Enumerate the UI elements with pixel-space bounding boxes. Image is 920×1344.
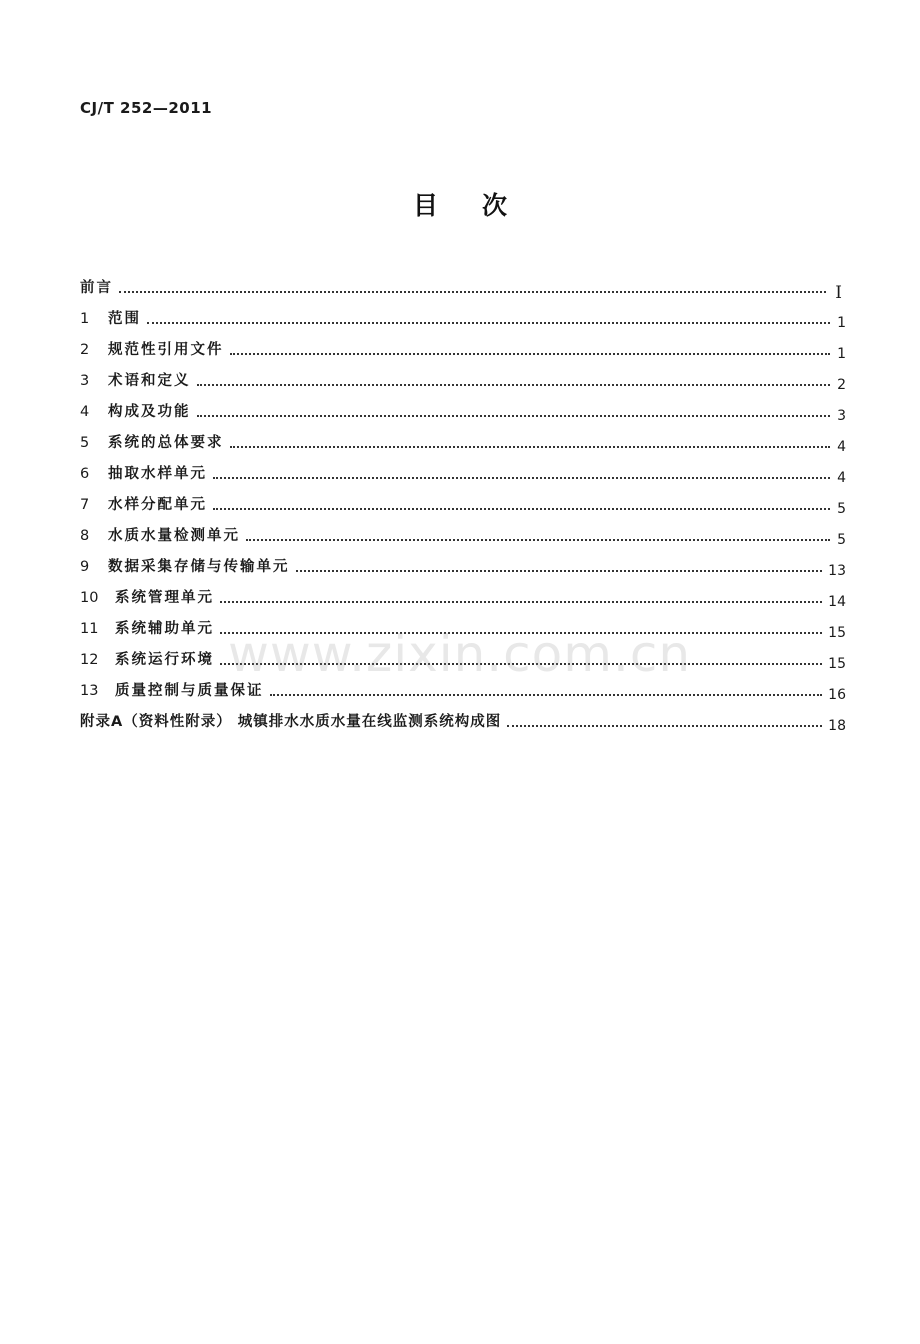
toc-leader-dots xyxy=(213,477,830,479)
toc-entry-page: 5 xyxy=(837,501,846,517)
toc-entry-7[interactable] xyxy=(80,485,846,516)
toc-entry-page: 4 xyxy=(837,470,846,486)
toc-entry-number: 4 xyxy=(80,404,90,420)
toc-entry-1[interactable] xyxy=(80,299,846,330)
toc-title: 目次 xyxy=(412,191,551,220)
toc-entry-label: 水质水量检测单元 xyxy=(108,528,240,544)
toc-entry-10[interactable] xyxy=(80,578,846,609)
toc-leader-dots xyxy=(230,446,831,448)
toc-leader-dots xyxy=(147,322,830,324)
toc-entry-page: 18 xyxy=(828,718,846,734)
toc-entry-number: 2 xyxy=(80,342,90,358)
toc-entry-label: 系统管理单元 xyxy=(115,590,214,606)
toc-leader-dots xyxy=(270,694,823,696)
toc-entry-number: 13 xyxy=(80,683,99,699)
toc-entry-page: 15 xyxy=(828,656,846,672)
toc-leader-dots xyxy=(296,570,823,572)
toc-entry-label: 术语和定义 xyxy=(108,373,191,389)
toc-leader-dots xyxy=(230,353,831,355)
toc-leader-dots xyxy=(220,663,822,665)
toc-leader-dots xyxy=(197,415,831,417)
toc-entry-label: 抽取水样单元 xyxy=(108,466,207,482)
toc-entry-page: 3 xyxy=(837,408,846,424)
toc-entry-page: 5 xyxy=(837,532,846,548)
toc-entry-label: 系统运行环境 xyxy=(115,652,214,668)
toc-list xyxy=(80,268,846,733)
toc-entry-8[interactable] xyxy=(80,516,846,547)
toc-entry-page: 1 xyxy=(837,315,846,331)
toc-entry-5[interactable] xyxy=(80,423,846,454)
toc-entry-number: 12 xyxy=(80,652,99,668)
toc-entry-6[interactable] xyxy=(80,454,846,485)
toc-entry-foreword[interactable] xyxy=(80,268,846,303)
toc-leader-dots xyxy=(197,384,831,386)
toc-entry-page: 2 xyxy=(837,377,846,393)
toc-entry-number: 10 xyxy=(80,590,99,606)
toc-entry-number: 7 xyxy=(80,497,90,513)
toc-entry-page: 14 xyxy=(828,594,846,610)
document-code: CJ/T 252—2011 xyxy=(80,99,213,117)
toc-entry-number: 5 xyxy=(80,435,90,451)
toc-leader-dots xyxy=(220,632,822,634)
toc-leader-dots xyxy=(246,539,830,541)
toc-entry-page: 16 xyxy=(828,687,846,703)
toc-entry-label: 系统的总体要求 xyxy=(108,435,224,451)
toc-entry-11[interactable] xyxy=(80,609,846,640)
toc-entry-2[interactable] xyxy=(80,330,846,361)
toc-entry-number: 8 xyxy=(80,528,90,544)
toc-entry-number: 3 xyxy=(80,373,90,389)
toc-entry-label: 构成及功能 xyxy=(108,404,191,420)
toc-entry-page: 13 xyxy=(828,563,846,579)
toc-entry-label: 数据采集存储与传输单元 xyxy=(108,559,290,575)
toc-entry-page: I xyxy=(835,283,842,303)
toc-entry-number: 6 xyxy=(80,466,90,482)
toc-entry-number: 11 xyxy=(80,621,99,637)
toc-leader-dots xyxy=(220,601,822,603)
toc-entry-label: 规范性引用文件 xyxy=(108,342,224,358)
toc-entry-label: 前言 xyxy=(80,280,113,296)
toc-entry-page: 1 xyxy=(837,346,846,362)
site-watermark: www.zixin.com.cn xyxy=(228,625,692,683)
toc-entry-appendix-a[interactable] xyxy=(80,702,846,733)
toc-entry-4[interactable] xyxy=(80,392,846,423)
toc-entry-label: 附录A（资料性附录） 城镇排水水质水量在线监测系统构成图 xyxy=(80,714,502,730)
toc-entry-13[interactable] xyxy=(80,671,846,702)
toc-entry-page: 15 xyxy=(828,625,846,641)
toc-leader-dots xyxy=(119,291,826,293)
toc-entry-number: 9 xyxy=(80,559,90,575)
toc-entry-label: 水样分配单元 xyxy=(108,497,207,513)
toc-leader-dots xyxy=(507,725,822,727)
toc-entry-number: 1 xyxy=(80,311,90,327)
toc-entry-label: 范围 xyxy=(108,311,141,327)
toc-entry-page: 4 xyxy=(837,439,846,455)
toc-entry-3[interactable] xyxy=(80,361,846,392)
toc-entry-label: 质量控制与质量保证 xyxy=(115,683,264,699)
toc-leader-dots xyxy=(213,508,830,510)
toc-entry-9[interactable] xyxy=(80,547,846,578)
toc-entry-label: 系统辅助单元 xyxy=(115,621,214,637)
toc-entry-12[interactable] xyxy=(80,640,846,671)
